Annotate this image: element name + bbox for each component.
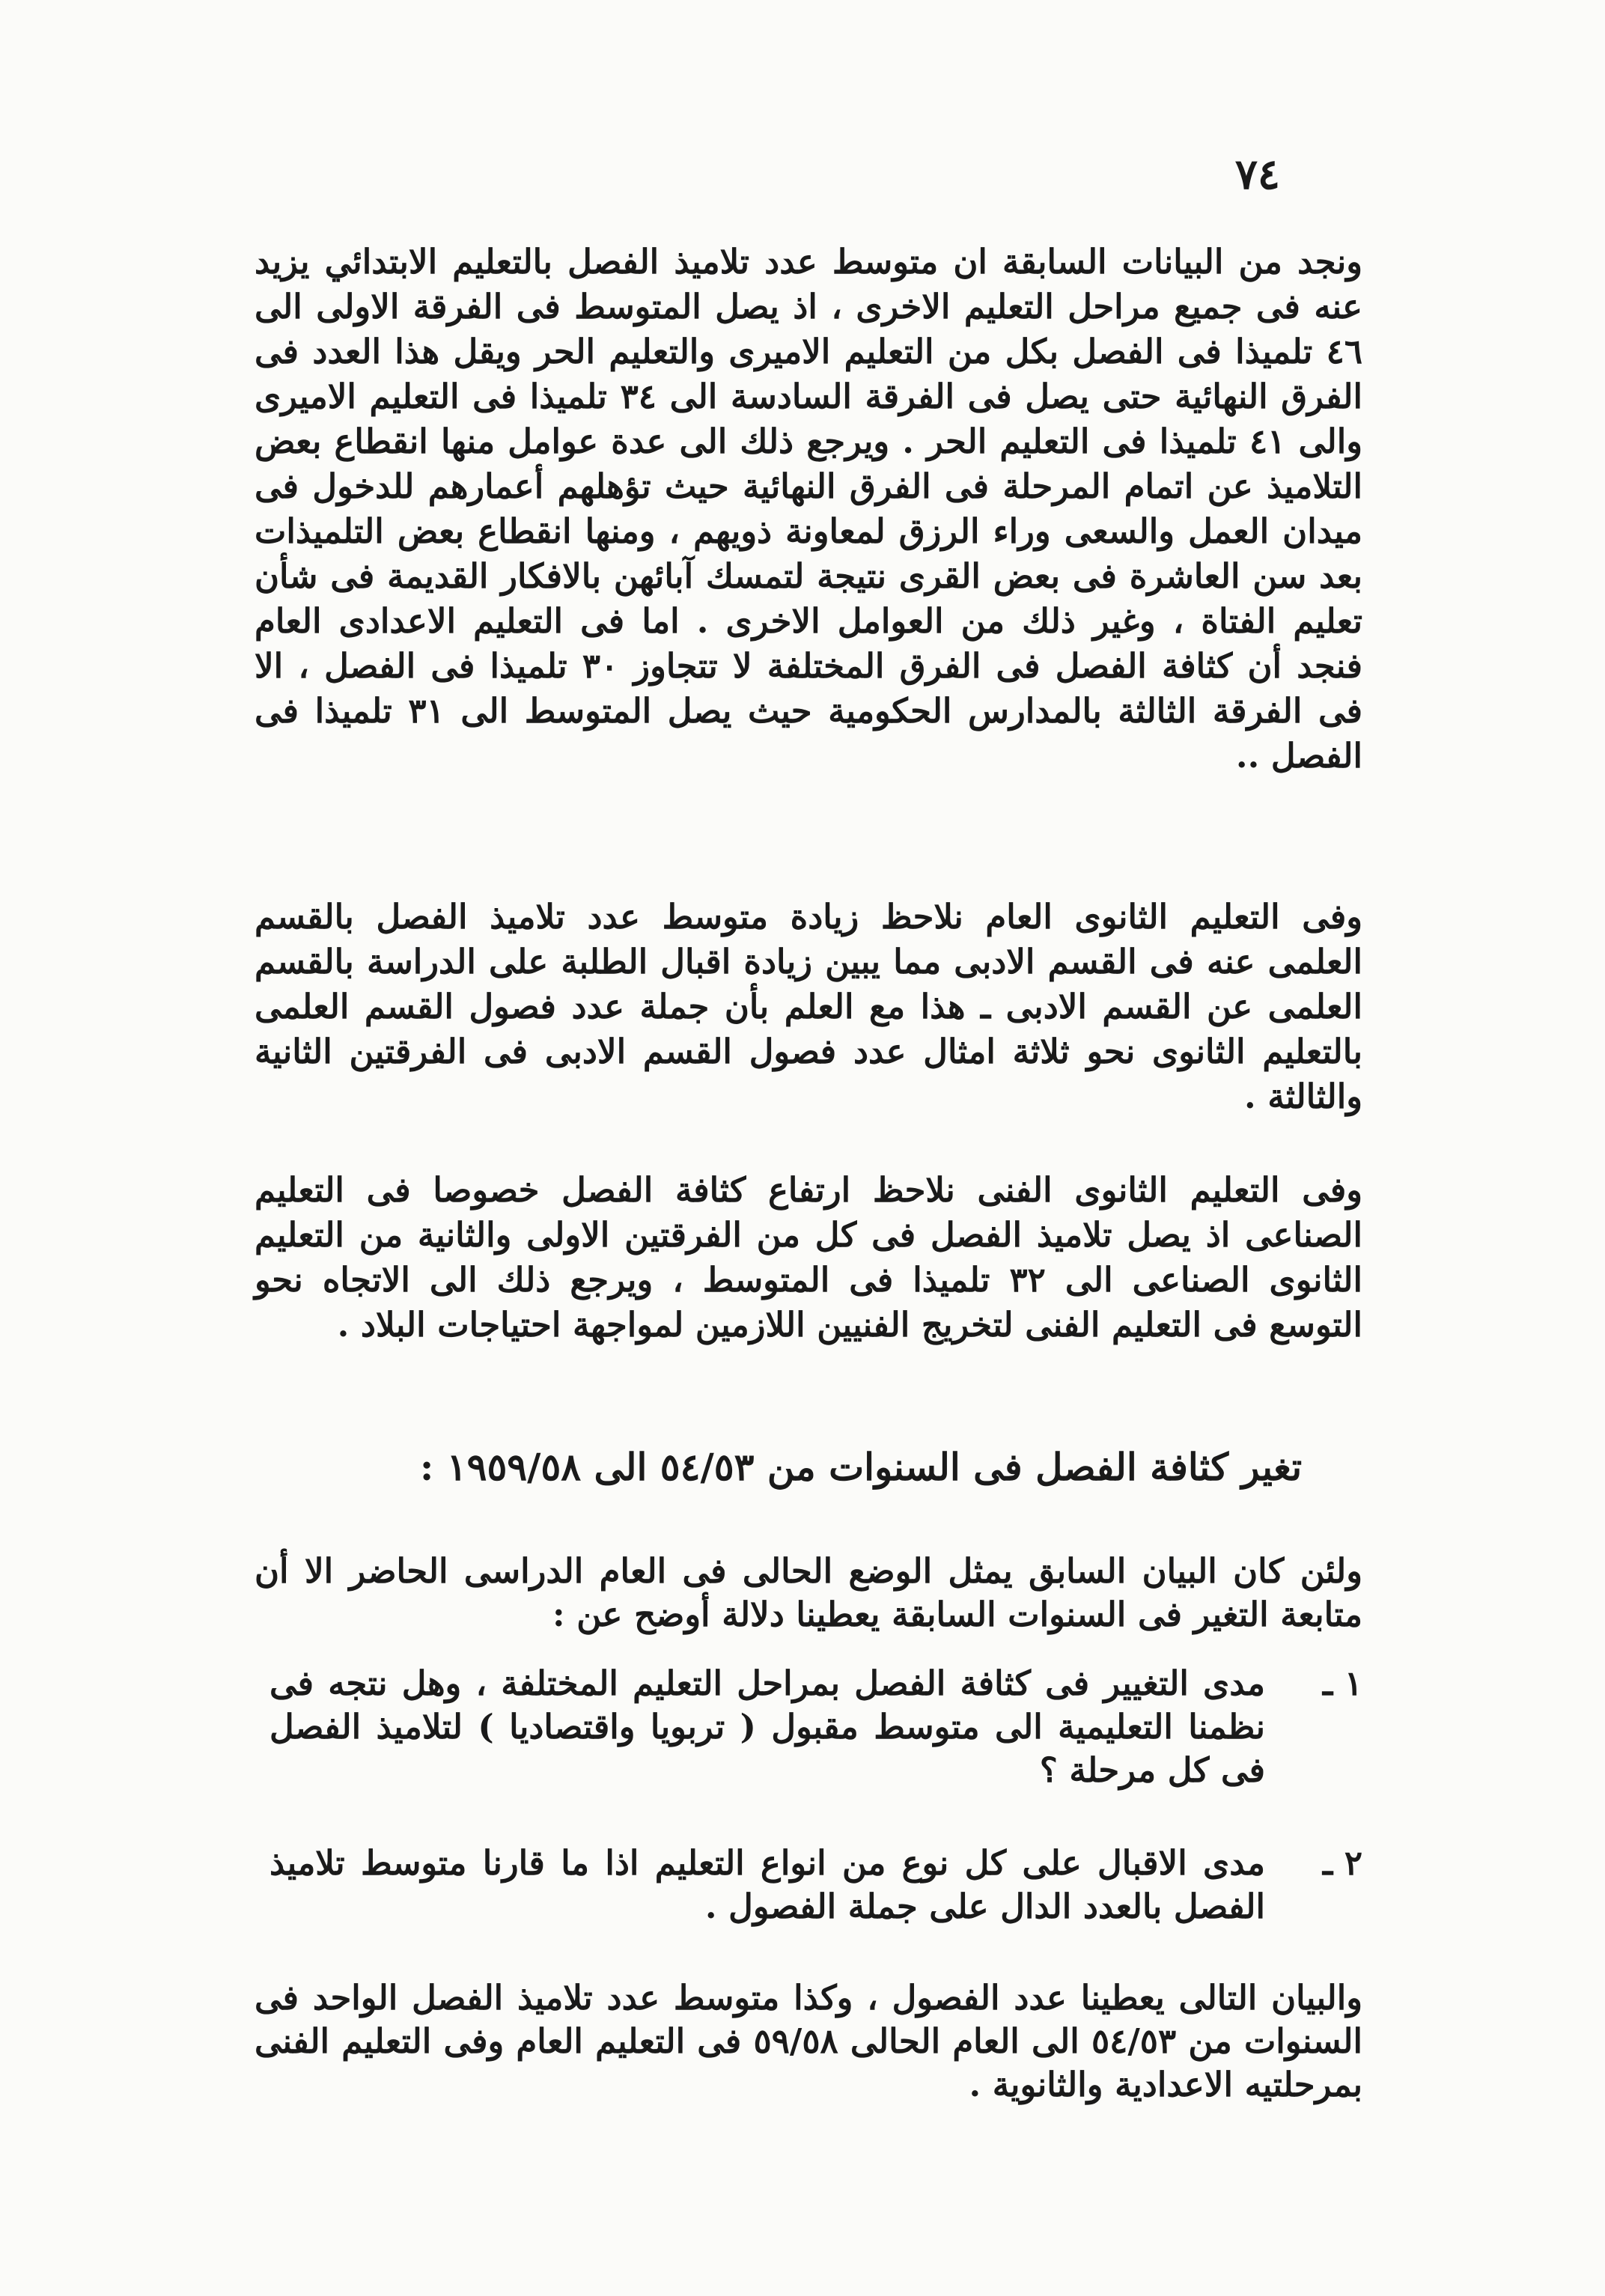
paragraph-intro: ولئن كان البيان السابق يمثل الوضع الحالى فى العام الدراسى الحاضر الا أن متابعة التغير فى السنوات السابقة يعطينا دلالة أوضح عن : xyxy=(255,1551,1362,1634)
list-item-text: مدى الاقبال على كل نوع من انواع التعليم اذا ما قارنا متوسط تلاميذ الفصل بالعدد الدال على جملة الفصول . xyxy=(269,1843,1265,1926)
page-number: ٧٤ xyxy=(1234,150,1280,199)
paragraph-technical-secondary: وفى التعليم الثانوى الفنى نلاحظ ارتفاع كثافة الفصل خصوصا فى التعليم الصناعى اذ يصل تلاميذ الفصل فى كل من الفرقتين الاولى والثانية من التعليم الثانوى الصناعى الى ٣٢ تلميذا فى المتوسط ، ويرجع ذلك الى الاتجاه نحو التوسع فى التعليم الفنى لتخريج الفنيين اللازمين لمواجهة احتياجات البلاد . xyxy=(255,1170,1363,1345)
list-item-number: ٢ ـ xyxy=(1322,1843,1362,1883)
paragraph-primary-education: ونجد من البيانات السابقة ان متوسط عدد تلاميذ الفصل بالتعليم الابتدائي يزيد عنه فى جميع مراحل التعليم الاخرى ، اذ يصل المتوسط فى الفرقة الاولى الى ٤٦ تلميذا فى الفصل بكل من التعليم الاميرى والتعليم الحر ويقل هذا العدد فى الفرق النهائية حتى يصل فى الفرقة السادسة الى ٣٤ تلميذا فى التعليم الاميرى والى ٤١ تلميذا فى التعليم الحر . ويرجع ذلك الى عدة عوامل منها انقطاع بعض التلاميذ عن اتمام المرحلة فى الفرق النهائية حيث تؤهلهم أعمارهم للدخول فى ميدان العمل والسعى وراء الرزق لمعاونة ذويهم ، ومنها انقطاع بعض التلميذات بعد سن العاشرة فى بعض القرى نتيجة لتمسك آبائهن بالافكار القديمة فى شأن تعليم الفتاة ، وغير ذلك من العوامل الاخرى . اما فى التعليم الاعدادى العام فنجد أن كثافة الفصل فى الفرق المختلفة لا تتجاوز ٣٠ تلميذا فى الفصل ، الا فى الفرقة الثالثة بالمدارس الحكومية حيث يصل المتوسط الى ٣١ تلميذا فى الفصل .. xyxy=(255,242,1363,776)
list-item xyxy=(269,1662,1362,1792)
list-item xyxy=(269,1842,1362,1928)
section-heading: تغير كثافة الفصل فى السنوات من ٥٤/٥٣ الى ١٩٥٩/٥٨ : xyxy=(419,1445,1303,1489)
paragraph-general-secondary: وفى التعليم الثانوى العام نلاحظ زيادة متوسط عدد تلاميذ الفصل بالقسم العلمى عنه فى القسم الادبى مما يبين زيادة اقبال الطلبة على الدراسة بالقسم العلمى عن القسم الادبى ـ هذا مع العلم بأن جملة عدد فصول القسم العلمى بالتعليم الثانوى نحو ثلاثة امثال عدد فصول القسم الادبى فى الفرقتين الثانية والثالثة . xyxy=(255,897,1362,1116)
list-item-text: مدى التغيير فى كثافة الفصل بمراحل التعليم المختلفة ، وهل نتجه فى نظمنا التعليمية الى متوسط مقبول ( تربويا واقتصاديا ) لتلاميذ الفصل فى كل مرحلة ؟ xyxy=(269,1663,1265,1790)
list-item-number: ١ ـ xyxy=(1322,1663,1362,1703)
paragraph-closing: والبيان التالى يعطينا عدد الفصول ، وكذا متوسط عدد تلاميذ الفصل الواحد فى السنوات من ٥٤/٥٣ الى العام الحالى ٥٩/٥٨ فى التعليم العام وفى التعليم الفنى بمرحلتيه الاعدادية والثانوية . xyxy=(255,1978,1362,2104)
